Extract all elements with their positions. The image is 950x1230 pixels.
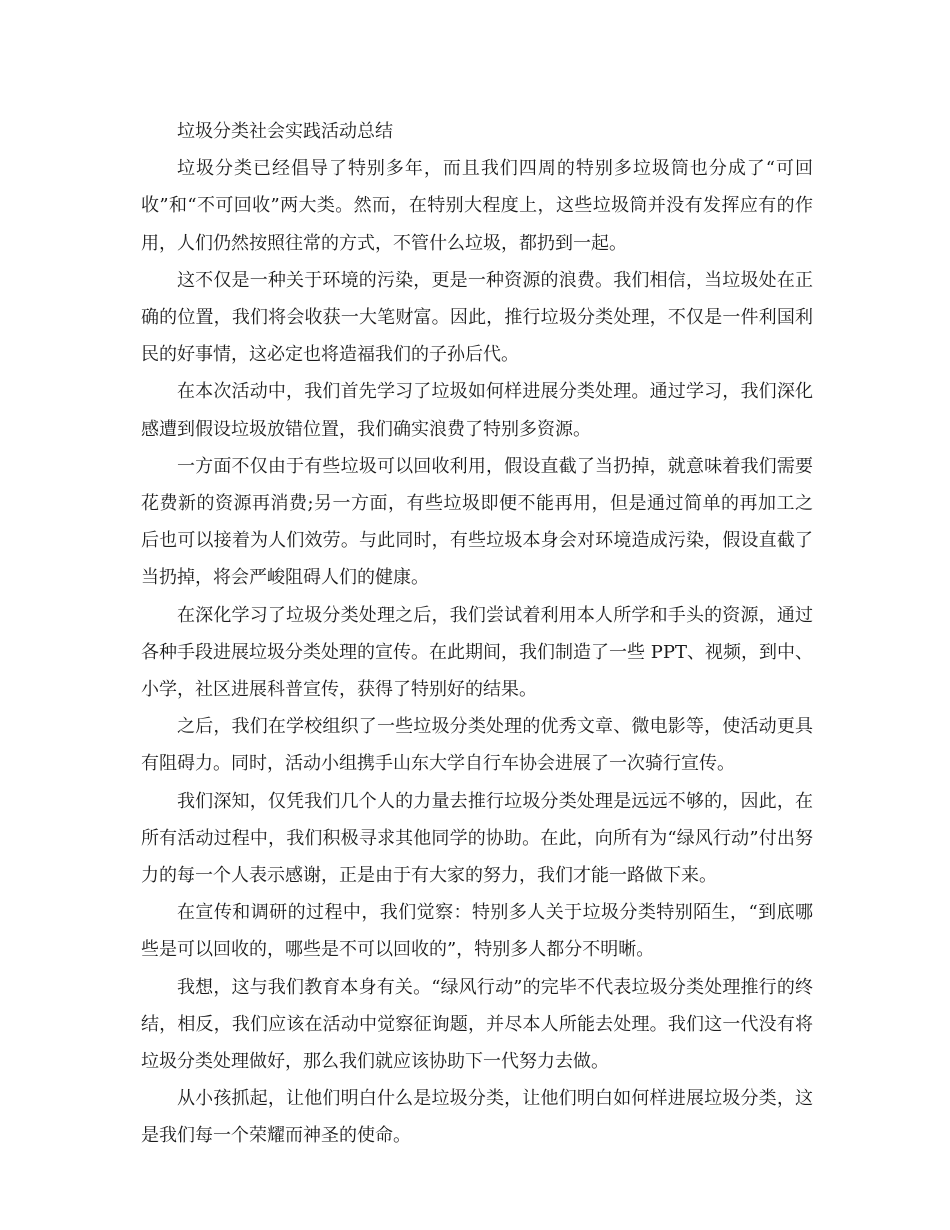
document-title: 垃圾分类社会实践活动总结 <box>177 121 393 142</box>
paragraph-10: 从小孩抓起，让他们明白什么是垃圾分类，让他们明白如何样进展垃圾分类，这是我们每一个荣耀而神圣的使命。 <box>141 1088 813 1147</box>
paragraph-5: 在深化学习了垃圾分类处理之后，我们尝试着利用本人所学和手头的资源，通过各种手段进展垃圾分类处理的宣传。在此期间，我们制造了一些 PPT、视频，到中、小学，社区进展科普宣传，获得了特别好的结果。 <box>141 604 813 701</box>
paragraph-6: 之后，我们在学校组织了一些垃圾分类处理的优秀文章、微电影等，使活动更具有阻碍力。同时，活动小组携手山东大学自行车协会进展了一次骑行宣传。 <box>141 716 813 775</box>
paragraph-3: 在本次活动中，我们首先学习了垃圾如何样进展分类处理。通过学习，我们深化感遭到假设垃圾放错位置，我们确实浪费了特别多资源。 <box>141 381 813 440</box>
paragraph-1: 垃圾分类已经倡导了特别多年，而且我们四周的特别多垃圾筒也分成了“可回收”和“不可回收”两大类。然而，在特别大程度上，这些垃圾筒并没有发挥应有的作用，人们仍然按照往常的方式，不管什么垃圾，都扔到一起。 <box>141 158 813 254</box>
paragraph-7: 我们深知，仅凭我们几个人的力量去推行垃圾分类处理是远远不够的，因此，在所有活动过程中，我们积极寻求其他同学的协助。在此，向所有为“绿风行动”付出努力的每一个人表示感谢，正是由于有大家的努力，我们才能一路做下来。 <box>141 790 813 887</box>
paragraph-4: 一方面不仅由于有些垃圾可以回收利用，假设直截了当扔掉，就意味着我们需要花费新的资源再消费;另一方面，有些垃圾即便不能再用，但是通过简单的再加工之后也可以接着为人们效劳。与此同时，有些垃圾本身会对环境造成污染，假设直截了当扔掉，将会严峻阻碍人们的健康。 <box>141 455 813 589</box>
paragraph-8: 在宣传和调研的过程中，我们觉察：特别多人关于垃圾分类特别陌生，“到底哪些是可以回收的，哪些是不可以回收的”，特别多人都分不明晰。 <box>141 902 813 961</box>
document-body <box>141 113 813 1155</box>
paragraph-2: 这不仅是一种关于环境的污染，更是一种资源的浪费。我们相信，当垃圾处在正确的位置，我们将会收获一大笔财富。因此，推行垃圾分类处理，不仅是一件利国利民的好事情，这必定也将造福我们的子孙后代。 <box>141 269 813 366</box>
paragraph-9: 我想，这与我们教育本身有关。“绿风行动”的完毕不代表垃圾分类处理推行的终结，相反，我们应该在活动中觉察征询题，并尽本人所能去处理。我们这一代没有将垃圾分类处理做好，那么我们就应该协助下一代努力去做。 <box>141 976 813 1073</box>
